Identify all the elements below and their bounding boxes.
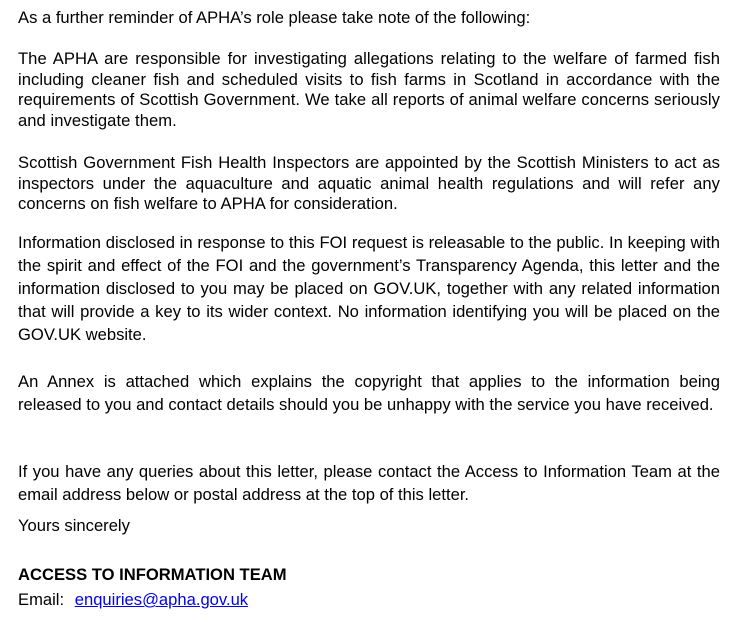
signatory-name: ACCESS TO INFORMATION TEAM bbox=[18, 565, 287, 584]
closing-salutation: Yours sincerely bbox=[18, 516, 130, 535]
paragraph-foi-disclosure: Information disclosed in response to this FOI request is releasable to the public. In keeping with the spirit and effect of the FOI and the government’s Transparency Agenda, this letter and the information disclosed to you may be placed on GOV.UK, together with any related information that will provide a key to its wider context. No information identifying you will be placed on the GOV.UK website. bbox=[18, 233, 720, 344]
intro-paragraph: As a further reminder of APHA’s role please take note of the following: bbox=[18, 8, 531, 27]
paragraph-queries: If you have any queries about this letter, please contact the Access to Information Team at the email address below or postal address at the top of this letter. bbox=[18, 462, 720, 504]
paragraph-annex: An Annex is attached which explains the copyright that applies to the information being released to you and contact details should you be unhappy with the service you have received. bbox=[18, 372, 720, 414]
paragraph-fish-health-inspectors: Scottish Government Fish Health Inspectors are appointed by the Scottish Ministers to act as inspectors under the aquaculture and aquatic animal health regulations and will refer any concerns on fish welfare to APHA for consideration. bbox=[18, 153, 720, 213]
paragraph-apha-responsibilities: The APHA are responsible for investigating allegations relating to the welfare of farmed fish including cleaner fish and scheduled visits to fish farms in Scotland in accordance with the requirements of Scottish Government. We take all reports of animal welfare concerns seriously and investigate them. bbox=[18, 49, 720, 130]
email-line bbox=[18, 589, 248, 611]
email-label: Email: bbox=[18, 590, 65, 609]
email-link[interactable]: enquiries@apha.gov.uk bbox=[74, 590, 249, 609]
